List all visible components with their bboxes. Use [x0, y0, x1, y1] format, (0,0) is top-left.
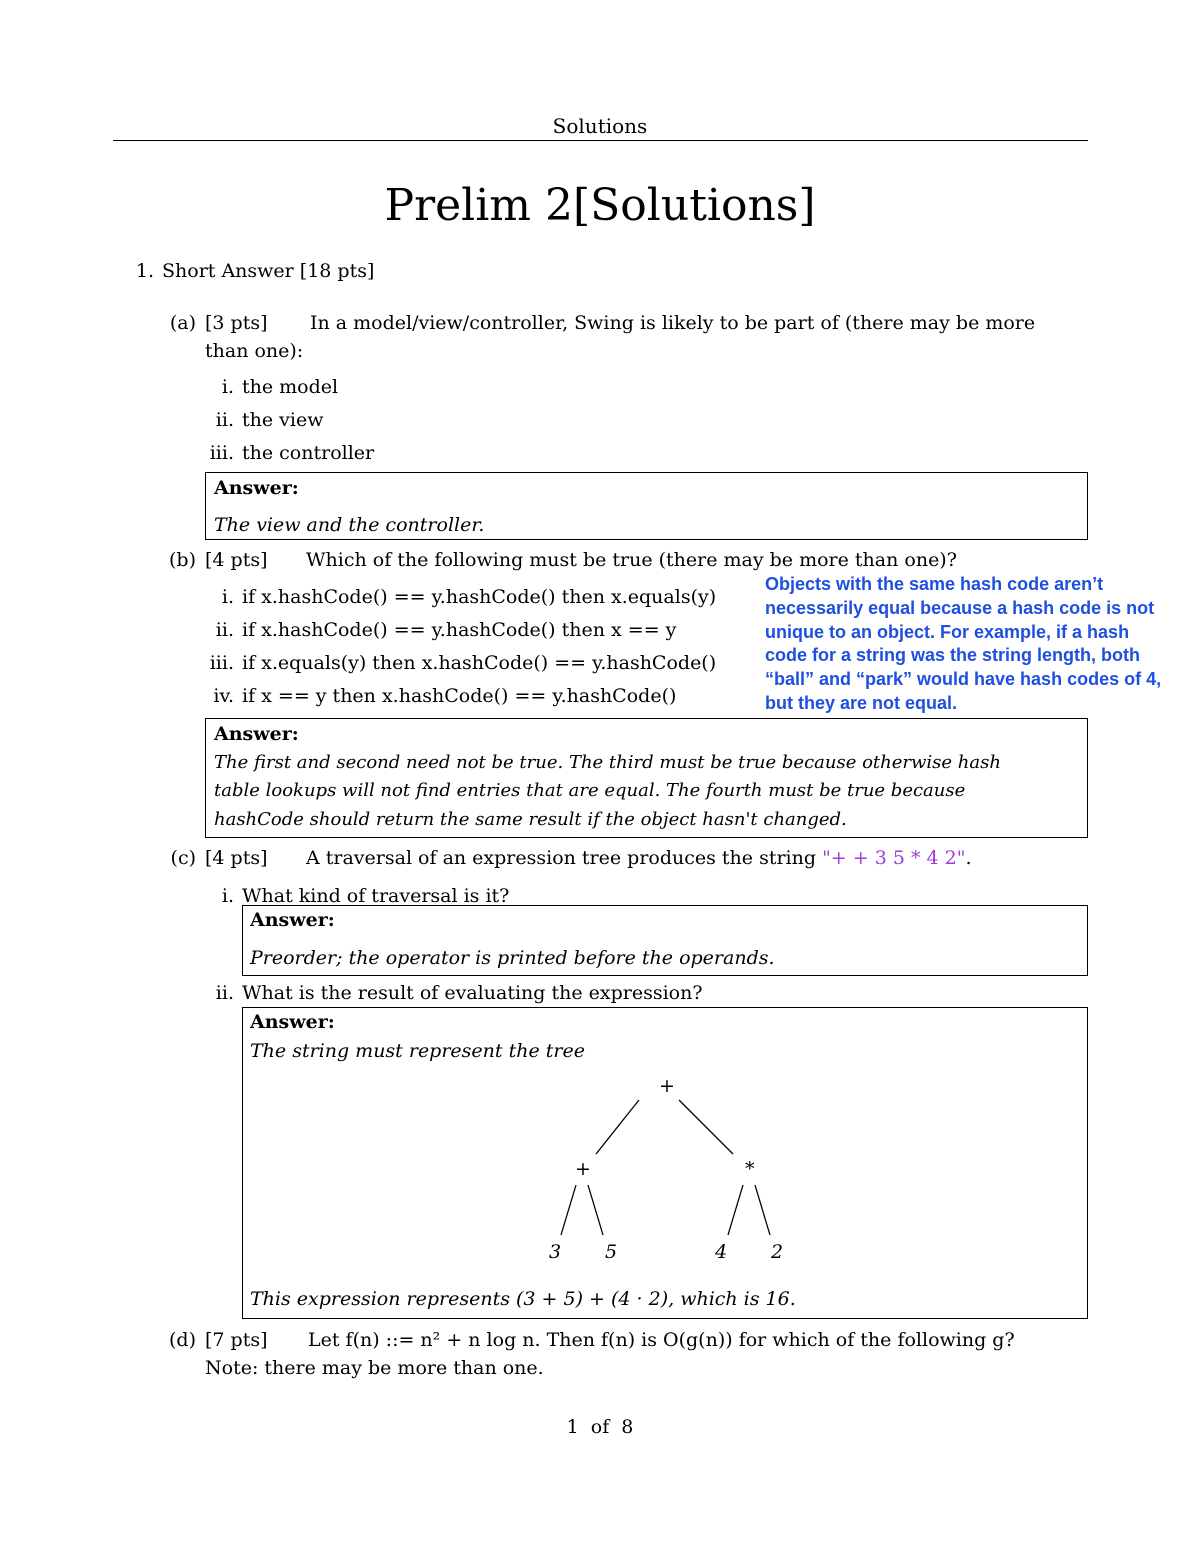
- answer-text-line: The first and second need not be true. The third must be true because otherwise hash: [214, 752, 1001, 773]
- answer-text: The string must represent the tree: [250, 1040, 585, 1062]
- part-b-option-num: iv.: [213, 685, 234, 707]
- tree-edge: [596, 1100, 639, 1154]
- handwritten-annotation: Objects with the same hash code aren’t necessarily equal because a hash code is not unique to an object. For example, if a hash code for a string was the string length, both “ball” and “park” would have hash codes of 4, but they are not equal.: [765, 574, 1162, 713]
- part-c-i-num: i.: [221, 885, 234, 907]
- part-c-text-end: .: [965, 847, 972, 869]
- page-number: 1 of 8: [566, 1416, 634, 1438]
- part-a-option: the view: [242, 409, 324, 431]
- part-a-label: (a): [169, 312, 196, 334]
- part-a-option-num: iii.: [209, 442, 234, 464]
- part-b-option: if x.hashCode() == y.hashCode() then x.equals(y): [242, 586, 717, 608]
- part-a-option-num: ii.: [215, 409, 234, 431]
- tree-edge: [755, 1185, 770, 1235]
- part-c-label: (c): [170, 847, 196, 869]
- tree-node-root: +: [659, 1075, 675, 1097]
- part-a-option-num: i.: [221, 376, 234, 398]
- answer-text-line: hashCode should return the same result if the object hasn't changed.: [214, 809, 847, 830]
- part-b-option: if x == y then x.hashCode() == y.hashCode(): [242, 685, 677, 707]
- answer-text: Preorder; the operator is printed before the operands.: [250, 947, 775, 969]
- part-a-text-cont: than one):: [205, 340, 304, 362]
- answer-box-b: [205, 718, 1088, 838]
- part-c-ii-text: What is the result of evaluating the expression?: [242, 982, 703, 1004]
- tree-node-left: +: [575, 1158, 591, 1180]
- part-b-option-num: ii.: [215, 619, 234, 641]
- question-number: 1.: [135, 260, 154, 282]
- part-b-points: [4 pts]: [205, 549, 268, 571]
- tree-leaf: 2: [771, 1241, 784, 1263]
- tree-leaf: 5: [605, 1241, 618, 1263]
- tree-edge: [679, 1100, 733, 1154]
- part-c-text: [306, 847, 972, 869]
- page-title: Prelim 2[Solutions]: [384, 180, 816, 231]
- tree-edge: [728, 1185, 743, 1235]
- answer-text-line: table lookups will not find entries that are equal. The fourth must be true because: [214, 780, 966, 801]
- part-a-option: the controller: [242, 442, 375, 464]
- part-b-option: if x.equals(y) then x.hashCode() == y.hashCode(): [242, 652, 717, 674]
- header-rule: [113, 140, 1088, 141]
- part-c-text-main: A traversal of an expression tree produces the string: [306, 847, 823, 869]
- tree-leaf: 4: [715, 1241, 728, 1263]
- part-b-option: if x.hashCode() == y.hashCode() then x == y: [242, 619, 677, 641]
- answer-text: The view and the controller.: [214, 514, 485, 536]
- tree-edge: [561, 1185, 576, 1235]
- part-b-text: Which of the following must be true (there may be more than one)?: [306, 549, 957, 571]
- part-d-note: Note: there may be more than one.: [205, 1357, 544, 1379]
- answer-conclusion: This expression represents (3 + 5) + (4 · 2), which is 16.: [250, 1288, 796, 1310]
- part-c-i-text: What kind of traversal is it?: [242, 885, 510, 907]
- part-d-text: Let f(n) ::= n² + n log n. Then f(n) is O(g(n)) for which of the following g?: [308, 1329, 1015, 1351]
- part-b-option-num: iii.: [209, 652, 234, 674]
- tree-leaf: 3: [549, 1241, 562, 1263]
- question-heading: Short Answer [18 pts]: [162, 260, 375, 282]
- tree-edge: [588, 1185, 603, 1235]
- answer-box-a: [205, 472, 1088, 540]
- part-c-ii-num: ii.: [215, 982, 234, 1004]
- answer-heading: Answer:: [214, 477, 299, 499]
- part-a-points: [3 pts]: [205, 312, 268, 334]
- part-a-text: In a model/view/controller, Swing is likely to be part of (there may be more: [310, 312, 1036, 334]
- tree-node-right: *: [745, 1158, 755, 1180]
- answer-heading: Answer:: [214, 723, 299, 745]
- part-a-option: the model: [242, 376, 339, 398]
- part-d-label: (d): [169, 1329, 196, 1351]
- answer-heading: Answer:: [250, 1011, 335, 1033]
- part-b-option-num: i.: [221, 586, 234, 608]
- expression-tree-edges: [243, 1008, 1089, 1320]
- traversal-string: "+ + 3 5 * 4 2": [822, 847, 966, 869]
- answer-box-c-i: [242, 905, 1088, 976]
- part-c-points: [4 pts]: [205, 847, 268, 869]
- running-header: Solutions: [552, 114, 648, 138]
- answer-heading: Answer:: [250, 909, 335, 931]
- answer-box-c-ii: [242, 1007, 1088, 1319]
- part-b-label: (b): [169, 549, 196, 571]
- part-d-points: [7 pts]: [205, 1329, 268, 1351]
